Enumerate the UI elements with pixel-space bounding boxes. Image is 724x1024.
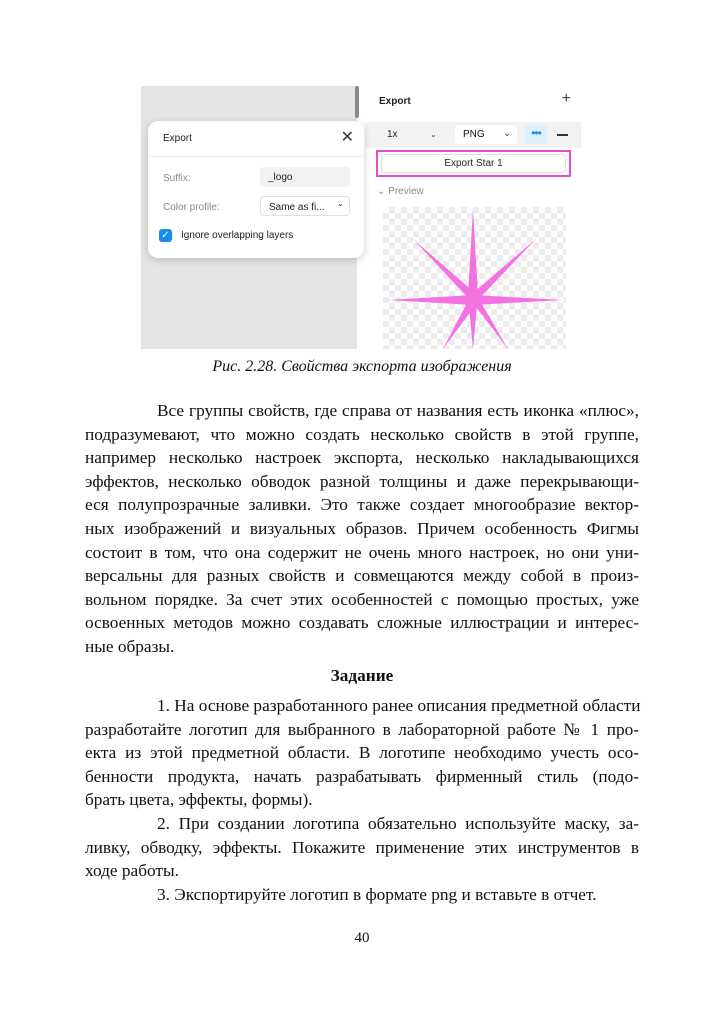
star-icon [383, 207, 566, 349]
export-settings-row [365, 122, 581, 148]
color-profile-label: Color profile: [163, 202, 220, 213]
chevron-down-icon[interactable]: ⌄ [430, 130, 437, 139]
preview-label: Preview [388, 186, 424, 197]
text-line: еся полупрозрачные заливки. Это также создает многообразие вектор- [85, 495, 639, 515]
suffix-input[interactable] [260, 167, 350, 187]
export-panel [365, 86, 581, 349]
close-icon[interactable]: ✕ [340, 129, 354, 146]
suffix-label: Suffix: [163, 173, 191, 184]
task-item-1 [85, 694, 639, 812]
suffix-value: _logo [268, 172, 293, 183]
text-line: эффектов, несколько обводок разной толщины и даже перекрывающи- [85, 471, 639, 491]
minus-icon[interactable] [557, 134, 568, 136]
scale-select[interactable]: 1x [387, 129, 398, 140]
text-line: ходе работы. [85, 861, 179, 881]
text-line: ные образы. [85, 636, 175, 656]
text-line: екта из этой предметной области. В логотипе необходимо учесть осо- [85, 743, 639, 763]
text-line: Все группы свойств, где справа от названия есть иконка «плюс», [157, 401, 639, 420]
divider [148, 156, 364, 157]
task-item-3 [85, 883, 639, 907]
chevron-down-icon: ⌄ [503, 128, 512, 139]
dialog-title: Export [163, 133, 192, 144]
plus-icon[interactable]: + [561, 90, 571, 107]
checkbox-label: Ignore overlapping layers [181, 230, 294, 241]
format-value: PNG [463, 129, 485, 140]
text-line: состоит в том, что она содержит не очень много настроек, но они уни- [85, 542, 639, 562]
text-line: вольном порядке. За счет этих особенностей с помощью простых, уже [85, 589, 639, 609]
text-line: подразумевают, что можно создать несколько свойств в этой группе, [85, 424, 639, 444]
text-line: бенности продукта, начать разрабатывать фирменный стиль (подо- [85, 766, 639, 786]
export-settings-dialog [148, 121, 364, 258]
text-line: версальны для разных свойств и совмещаются между собой в произ- [85, 566, 639, 586]
task-item-2 [85, 812, 639, 883]
format-select[interactable] [455, 125, 517, 144]
export-button[interactable]: Export Star 1 [381, 154, 566, 173]
ellipsis-icon[interactable]: ••• [525, 125, 547, 144]
text-line: разработайте логотип для выбранного в лабораторной работе № 1 про- [85, 719, 639, 739]
text-line: 3. Экспортируйте логотип в формате png и вставьте в отчет. [157, 884, 597, 904]
figure-caption: Рис. 2.28. Свойства экспорта изображения [212, 358, 512, 375]
chevron-down-icon: ⌄ [377, 186, 389, 197]
text-line: освоенных методов можно создавать сложные иллюстрации и интерес- [85, 613, 639, 633]
ignore-overlapping-checkbox[interactable]: ✓ [159, 229, 172, 242]
task-list [85, 694, 639, 906]
text-line: 2. При создании логотипа обязательно используйте маску, за- [157, 813, 639, 833]
preview-toggle[interactable] [377, 186, 424, 197]
panel-title: Export [379, 96, 411, 107]
scrollbar[interactable] [355, 86, 359, 118]
body-paragraph [85, 399, 639, 659]
text-line: ных изображений и визуальных образов. Причем особенность Фигмы [85, 518, 639, 538]
text-line: 1. На основе разработанного ранее описания предметной области [157, 696, 641, 715]
color-profile-value: Same as fi... [269, 202, 325, 213]
text-line: брать цвета, эффекты, формы). [85, 790, 313, 810]
export-button-highlight [376, 150, 571, 177]
text-line: например несколько настроек экспорта, несколько накладывающихся [85, 448, 639, 468]
figure-screenshot [141, 86, 581, 349]
section-heading: Задание [330, 666, 394, 685]
color-profile-select[interactable] [260, 196, 350, 216]
page-number: 40 [354, 930, 370, 946]
text-line: ливку, обводку, эффекты. Покажите применение этих инструментов в [85, 837, 639, 857]
preview-image [383, 207, 566, 349]
chevron-down-icon: ⌄ [337, 199, 344, 208]
